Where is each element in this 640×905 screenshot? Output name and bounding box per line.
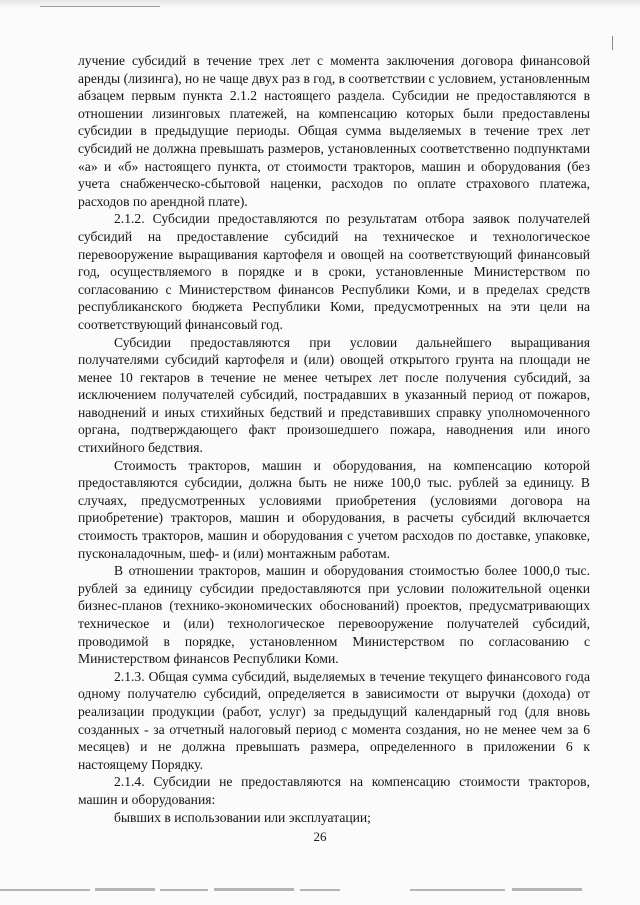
paragraph-2-1-4: 2.1.4. Субсидии не предоставляются на компенсацию стоимости тракторов, машин и оборудования: [78, 774, 590, 807]
paragraph-cultivation-condition: Субсидии предоставляются при условии дальнейшего выращивания получателями субсидий картофеля и (или) овощей открытого грунта на площади не менее 10 гектаров в течение не менее четырех лет после получения субсидий, за исключением получателей субсидий, пострадавших в указанный период от пожаров, наводнений и иных стихийных бедствий и представивших справку уполномоченного органа, подтверждающего факт произошедшего пожара, наводнения или иного стихийного бедствия. [78, 334, 590, 456]
list-item-used-equipment: бывших в использовании или эксплуатации; [114, 809, 371, 825]
scan-noise [0, 884, 640, 896]
paragraph-2-1-3: 2.1.3. Общая сумма субсидий, выделяемых в течение текущего финансового года одному получателю субсидий, определяется в зависимости от выручки (дохода) от реализации продукции (работ, услуг) за предыдущий календарный год (для вновь созданных - за отчетный налоговый период с момента создания, но не менее чем за 6 месяцев) и не должна превышать размера, определенного в приложении 6 к настоящему Порядку. [78, 668, 590, 772]
top-rule [40, 6, 160, 7]
margin-mark [612, 36, 613, 50]
paragraph-equipment-cost: Стоимость тракторов, машин и оборудования, на компенсацию которой предоставляются субсидии, должна быть не ниже 100,0 тыс. рублей за единицу. В случаях, предусмотренных условиями приобретения (условиями договора на приобретение) тракторов, машин и оборудования, в расчеты субсидий включается стоимость тракторов, машин и оборудования с учетом расходов по доставке, упаковке, пусконаладочным, шеф- и (или) монтажным работам. [78, 457, 590, 561]
paragraph-business-plan: В отношении тракторов, машин и оборудования стоимостью более 1000,0 тыс. рублей за единицу субсидии предоставляются при условии положительной оценки бизнес-планов (технико-экономических обоснований) проектов, предусматривающих техническое и (или) технологическое перевооружение получателей субсидий, проводимой в порядке, установленном Министерством по согласованию с Министерством финансов Республики Коми. [78, 563, 590, 667]
paragraph-2-1-2: 2.1.2. Субсидии предоставляются по результатам отбора заявок получателей субсидий на предоставление субсидий на техническое и технологическое перевооружение выращивания картофеля и овощей на соответствующий финансовый год, осуществляемого в порядке и в сроки, установленные Министерством по согласованию с Министерством финансов Республики Коми, и в пределах средств республиканского бюджета Республики Коми, предусмотренных на эти цели на соответствующий финансовый год. [78, 211, 590, 332]
paragraph-continuation: лучение субсидий в течение трех лет с момента заключения договора финансовой аренды (лизинга), но не чаще двух раз в год, в соответствии с условием, установленным абзацем первым пункта 2.1.2 настоящего раздела. Субсидии не предоставляются в отношении лизинговых платежей, на компенсацию которых были предоставлены субсидии в предыдущие периоды. Общая сумма выделяемых в течение трех лет субсидий не должна превышать размеров, установленных соответственно подпунктами «а» и «б» настоящего пункта, от стоимости тракторов, машин и оборудования (без учета снабженческо-сбытовой наценки, расходов по оплате страхового платежа, расходов по арендной плате). [78, 53, 590, 209]
body-text [78, 52, 590, 826]
page-number: 26 [313, 829, 327, 844]
